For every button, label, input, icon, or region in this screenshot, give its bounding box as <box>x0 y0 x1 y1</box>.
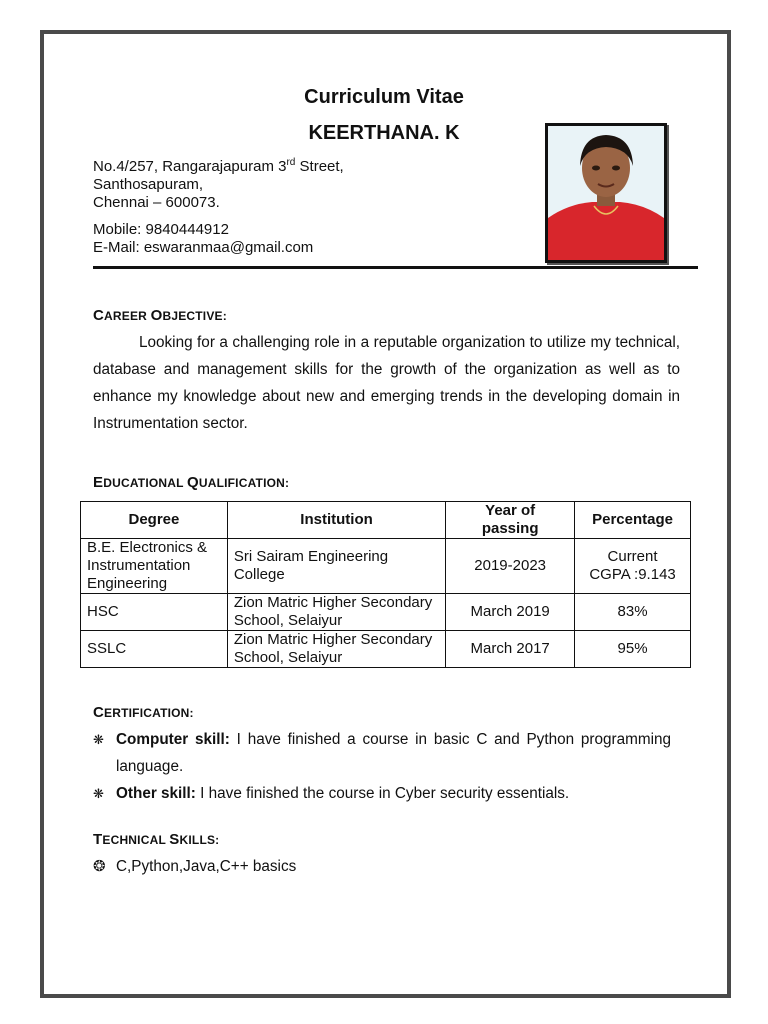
address-line-2: Santhosapuram, <box>93 176 204 193</box>
flower-bullet-icon: ❂ <box>93 858 106 875</box>
technical-skills-text: C,Python,Java,C++ basics <box>116 858 297 875</box>
degree-cell: B.E. Electronics & Instrumentation Engineering <box>81 539 228 594</box>
certification-text: I have finished a course in basic C and Python programming language. <box>116 731 672 775</box>
address-block <box>93 158 344 212</box>
column-header-degree: Degree <box>81 502 228 539</box>
address-line-1: No.4/257, Rangarajapuram 3rd Street, <box>93 157 344 175</box>
year-cell: 2019-2023 <box>446 539 575 594</box>
institution-cell: Zion Matric Higher Secondary School, Selaiyur <box>227 631 445 668</box>
contact-block <box>93 221 313 257</box>
certification-label: Other skill: <box>116 785 196 802</box>
column-header-year: Year of passing <box>446 502 575 539</box>
degree-cell: SSLC <box>81 631 228 668</box>
certification-item <box>93 726 671 780</box>
percentage-cell: 95% <box>575 631 691 668</box>
percentage-cell: 83% <box>575 594 691 631</box>
certification-heading: CERTIFICATION: <box>93 704 194 721</box>
candidate-name: KEERTHANA. K <box>308 122 460 144</box>
column-header-percentage: Percentage <box>575 502 691 539</box>
document-title: Curriculum Vitae <box>304 86 464 108</box>
table-row <box>81 539 691 594</box>
education-table <box>80 501 691 668</box>
degree-cell: HSC <box>81 594 228 631</box>
table-header-row <box>81 502 691 539</box>
column-header-institution: Institution <box>227 502 445 539</box>
certification-text: I have finished the course in Cyber security essentials. <box>195 785 570 802</box>
address-line-3: Chennai – 600073. <box>93 194 220 211</box>
snowflake-bullet-icon: ❋ <box>93 732 104 747</box>
percentage-cell: Current CGPA :9.143 <box>575 539 691 594</box>
institution-cell: Zion Matric Higher Secondary School, Selaiyur <box>227 594 445 631</box>
table-row <box>81 594 691 631</box>
career-objective-text: Looking for a challenging role in a reputable organization to utilize my technical, database and management skills for the growth of the organization as well as to enhance my knowledge about new and emerging trends in the developing domain in Instrumentation sector. <box>93 334 680 432</box>
career-objective-heading: CAREER OBJECTIVE: <box>93 307 227 324</box>
email-address: E-Mail: eswaranmaa@gmail.com <box>93 239 314 256</box>
certification-label: Computer skill: <box>116 731 230 748</box>
mobile-number: Mobile: 9840444912 <box>93 221 229 238</box>
table-row <box>81 631 691 668</box>
profile-photo <box>545 123 667 263</box>
education-heading: EDUCATIONAL QUALIFICATION: <box>93 474 290 491</box>
snowflake-bullet-icon: ❋ <box>93 786 104 801</box>
technical-skill-item <box>93 853 671 880</box>
technical-skills-heading: TECHNICAL SKILLS: <box>93 831 220 848</box>
header-divider <box>93 266 698 269</box>
profile-photo-image <box>548 126 664 260</box>
certification-item <box>93 780 671 807</box>
institution-cell: Sri Sairam Engineering College <box>227 539 445 594</box>
year-cell: March 2017 <box>446 631 575 668</box>
year-cell: March 2019 <box>446 594 575 631</box>
